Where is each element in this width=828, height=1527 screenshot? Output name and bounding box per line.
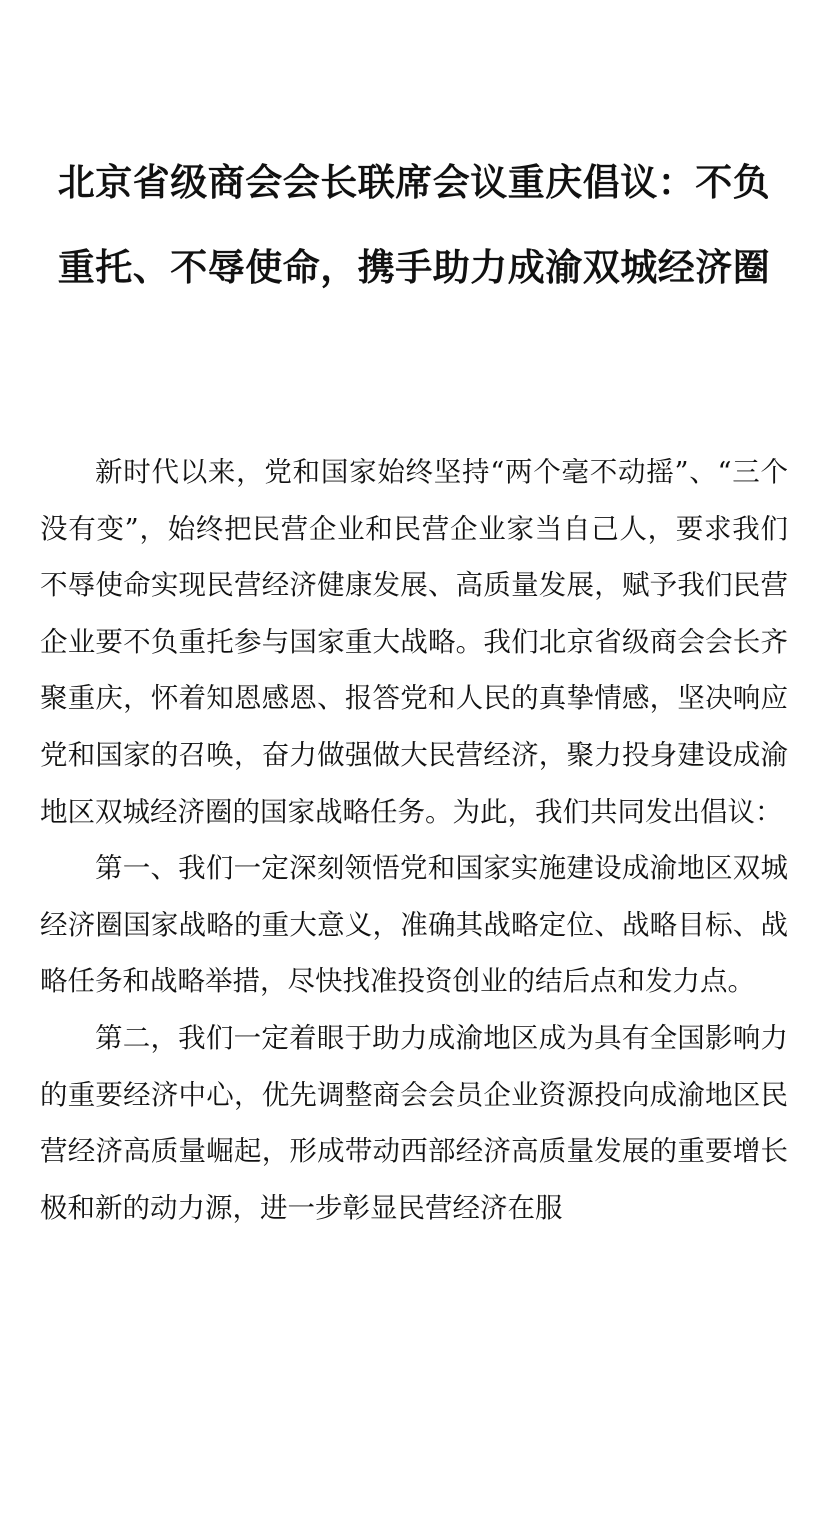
- paragraph-intro: 新时代以来，党和国家始终坚持“两个毫不动摇”、“三个没有变”，始终把民营企业和民营企业家当自己人，要求我们不辱使命实现民营经济健康发展、高质量发展，赋予我们民营企业要不负重托参与国家重大战略。我们北京省级商会会长齐聚重庆，怀着知恩感恩、报答党和人民的真挚情感，坚决响应党和国家的召唤，奋力做强做大民营经济，聚力投身建设成渝地区双城经济圈的国家战略任务。为此，我们共同发出倡议：: [40, 456, 788, 828]
- document-body: [40, 444, 788, 1236]
- paragraph-second-proposal: 第二，我们一定着眼于助力成渝地区成为具有全国影响力的重要经济中心，优先调整商会会员企业资源投向成渝地区民营经济高质量崛起，形成带动西部经济高质量发展的重要增长极和新的动力源，进一步彰显民营经济在服: [40, 1021, 788, 1224]
- paragraph-first-proposal: 第一、我们一定深刻领悟党和国家实施建设成渝地区双城经济圈国家战略的重大意义，准确其战略定位、战略目标、战略任务和战略举措，尽快找准投资创业的结后点和发力点。: [40, 852, 788, 998]
- document-title: 北京省级商会会长联席会议重庆倡议：不负重托、不辱使命，携手助力成渝双城经济圈: [57, 161, 771, 289]
